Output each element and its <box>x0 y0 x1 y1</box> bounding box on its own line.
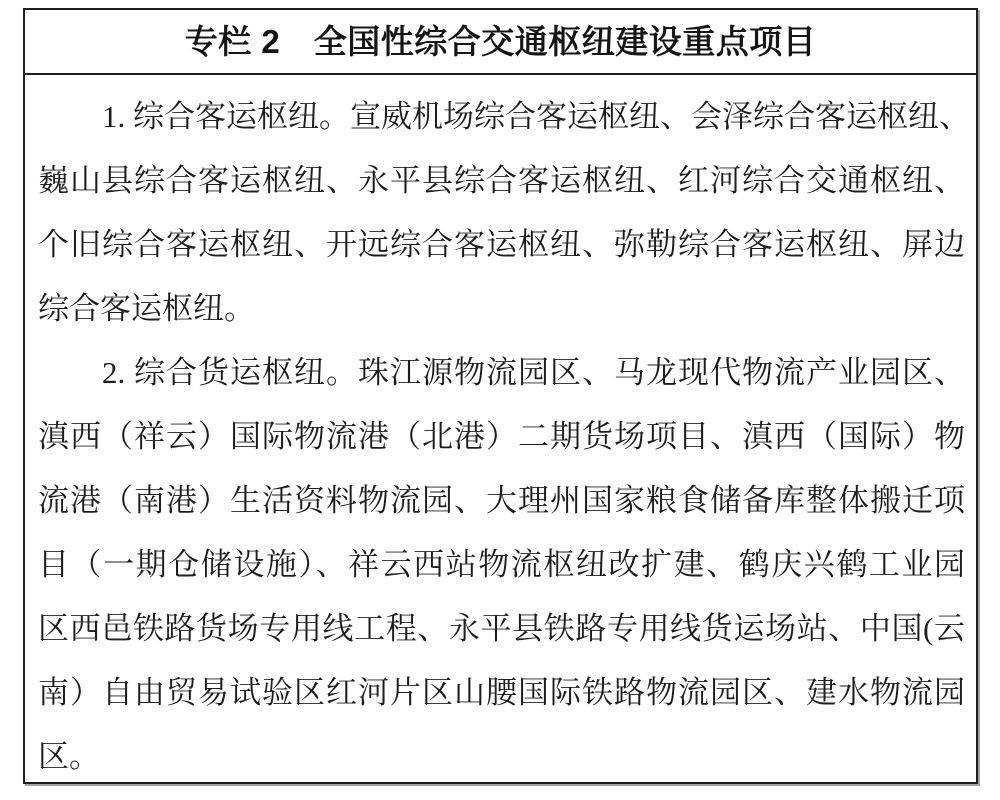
text-line: 个旧综合客运枢纽、开远综合客运枢纽、弥勒综合客运枢纽、屏边 <box>38 227 965 262</box>
text-line: 区西邑铁路货场专用线工程、永平县铁路专用线货运场站、中国(云 <box>38 611 965 646</box>
text-line: 流港（南港）生活资料物流园、大理州国家粮食储备库整体搬迁项 <box>38 483 965 518</box>
text-line: 2. 综合货运枢纽。珠江源物流园区、马龙现代物流产业园区、 <box>102 355 965 390</box>
text-line: 1. 综合客运枢纽。宣威机场综合客运枢纽、会泽综合客运枢纽、 <box>102 99 970 134</box>
text-line: 巍山县综合客运枢纽、永平县综合客运枢纽、红河综合交通枢纽、 <box>38 163 965 198</box>
text-line: 区。 <box>38 739 100 774</box>
callout-box-body <box>25 75 976 789</box>
text-line: 滇西（祥云）国际物流港（北港）二期货场项目、滇西（国际）物 <box>38 419 965 454</box>
callout-box <box>23 8 978 784</box>
text-line: 目（一期仓储设施）、祥云西站物流枢纽改扩建、鹤庆兴鹤工业园 <box>38 547 965 582</box>
callout-box-title: 专栏 2 全国性综合交通枢纽建设重点项目 <box>184 23 817 60</box>
text-line: 综合客运枢纽。 <box>38 291 255 326</box>
text-line: 南）自由贸易试验区红河片区山腰国际铁路物流园区、建水物流园 <box>38 675 965 710</box>
callout-box-header <box>25 10 976 75</box>
